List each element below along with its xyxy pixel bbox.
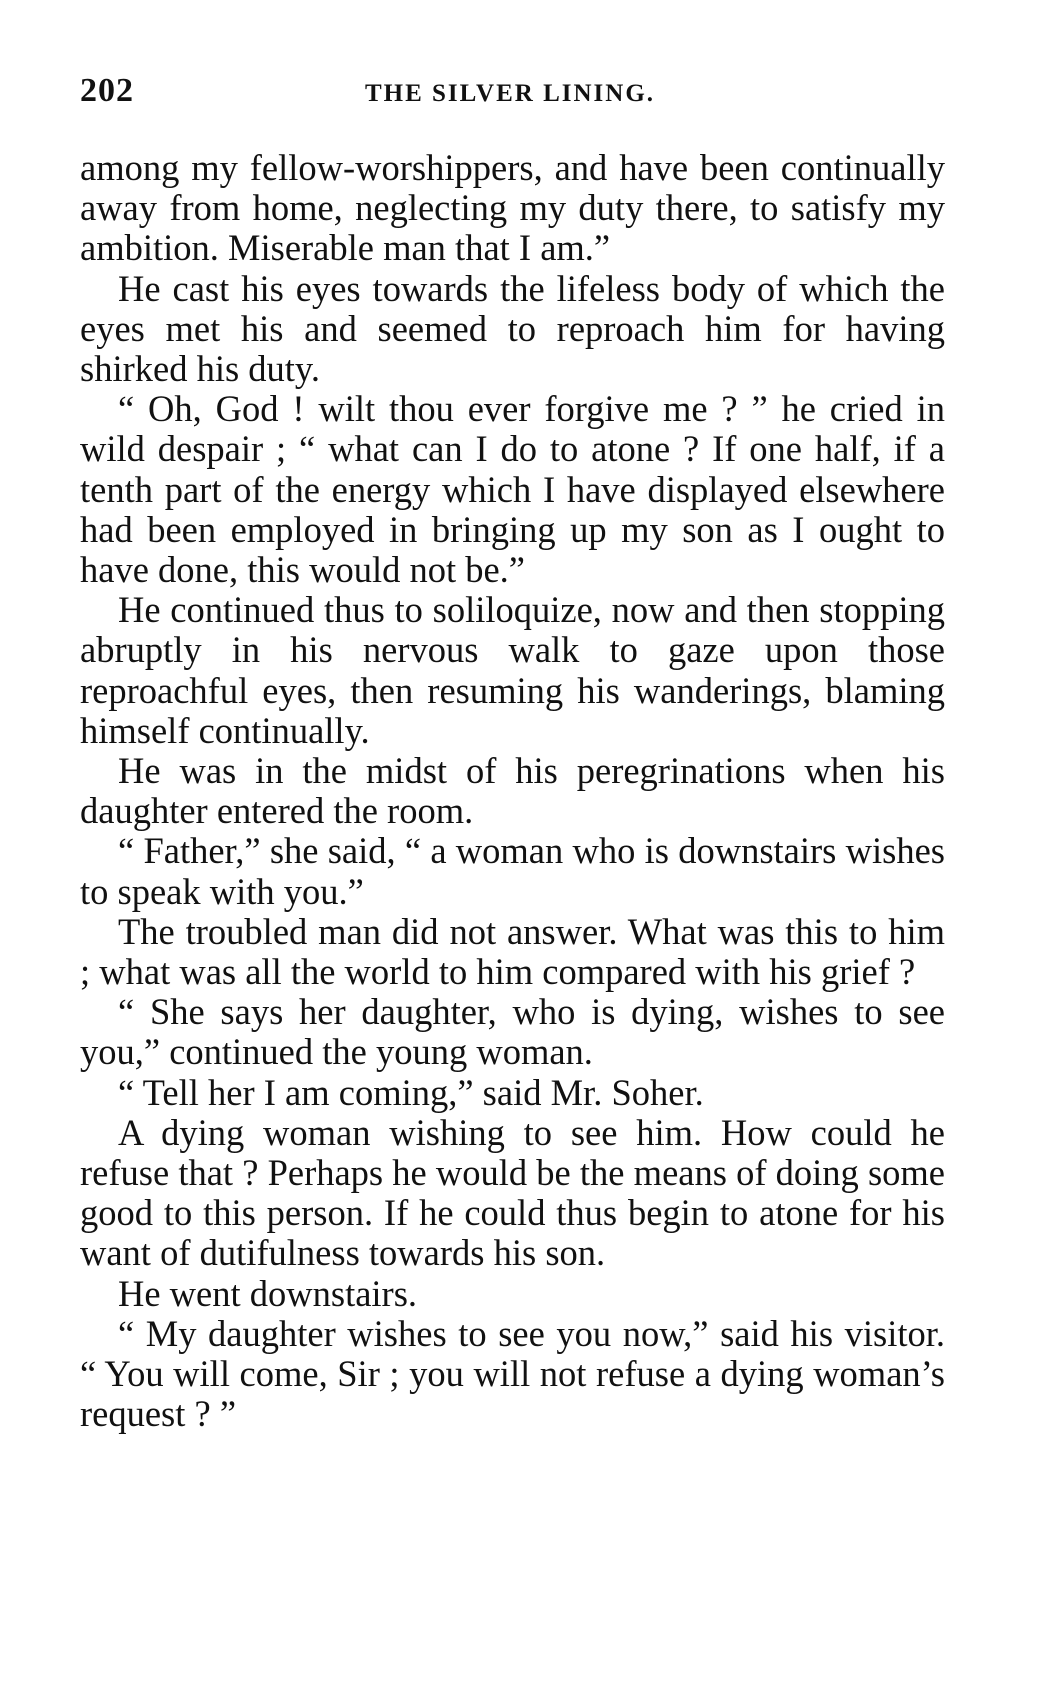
paragraph: “ Tell her I am coming,” said Mr. Soher. xyxy=(118,1071,704,1113)
page-header xyxy=(80,72,940,112)
paragraph: He continued thus to soliloquize, now and then stopping abruptly in his nervous walk to gaze upon those reproachful eyes, then resuming his wanderings, blaming himself continually. xyxy=(80,589,945,751)
paragraph: “ Oh, God ! wilt thou ever forgive me ? ” he cried in wild despair ; “ what can I do to atone ? If one half, if a tenth part of the energy which I have displayed elsewhere had been employed in bringing up my son as I ought to have done, this would not be.” xyxy=(80,388,945,591)
paragraph: He was in the midst of his peregrinations when his daughter entered the room. xyxy=(80,750,945,832)
paragraph: He went downstairs. xyxy=(118,1272,418,1314)
paragraph: “ My daughter wishes to see you now,” said his visitor. “ You will come, Sir ; you will not refuse a dying woman’s request ? ” xyxy=(80,1312,945,1435)
running-title: THE SILVER LINING. xyxy=(364,80,656,107)
paragraph: A dying woman wishing to see him. How could he refuse that ? Perhaps he would be the means of doing some good to this person. If he could thus begin to atone for his want of dutifulness towards his son. xyxy=(80,1111,945,1274)
page-number: 202 xyxy=(80,72,134,109)
paragraph: The troubled man did not answer. What was this to him ; what was all the world to him compared with his grief ? xyxy=(80,910,945,993)
paragraph: “ She says her daughter, who is dying, wishes to see you,” continued the young woman. xyxy=(80,991,945,1073)
paragraph: among my fellow-worshippers, and have been continually away from home, neglecting my duty there, to satisfy my ambition. Miserable man that I am.” xyxy=(80,147,945,269)
body-text xyxy=(80,148,945,1435)
paragraph: He cast his eyes towards the lifeless body of which the eyes met his and seemed to reproach him for having shirked his duty. xyxy=(80,267,945,390)
paragraph: “ Father,” she said, “ a woman who is downstairs wishes to speak with you.” xyxy=(80,830,945,912)
